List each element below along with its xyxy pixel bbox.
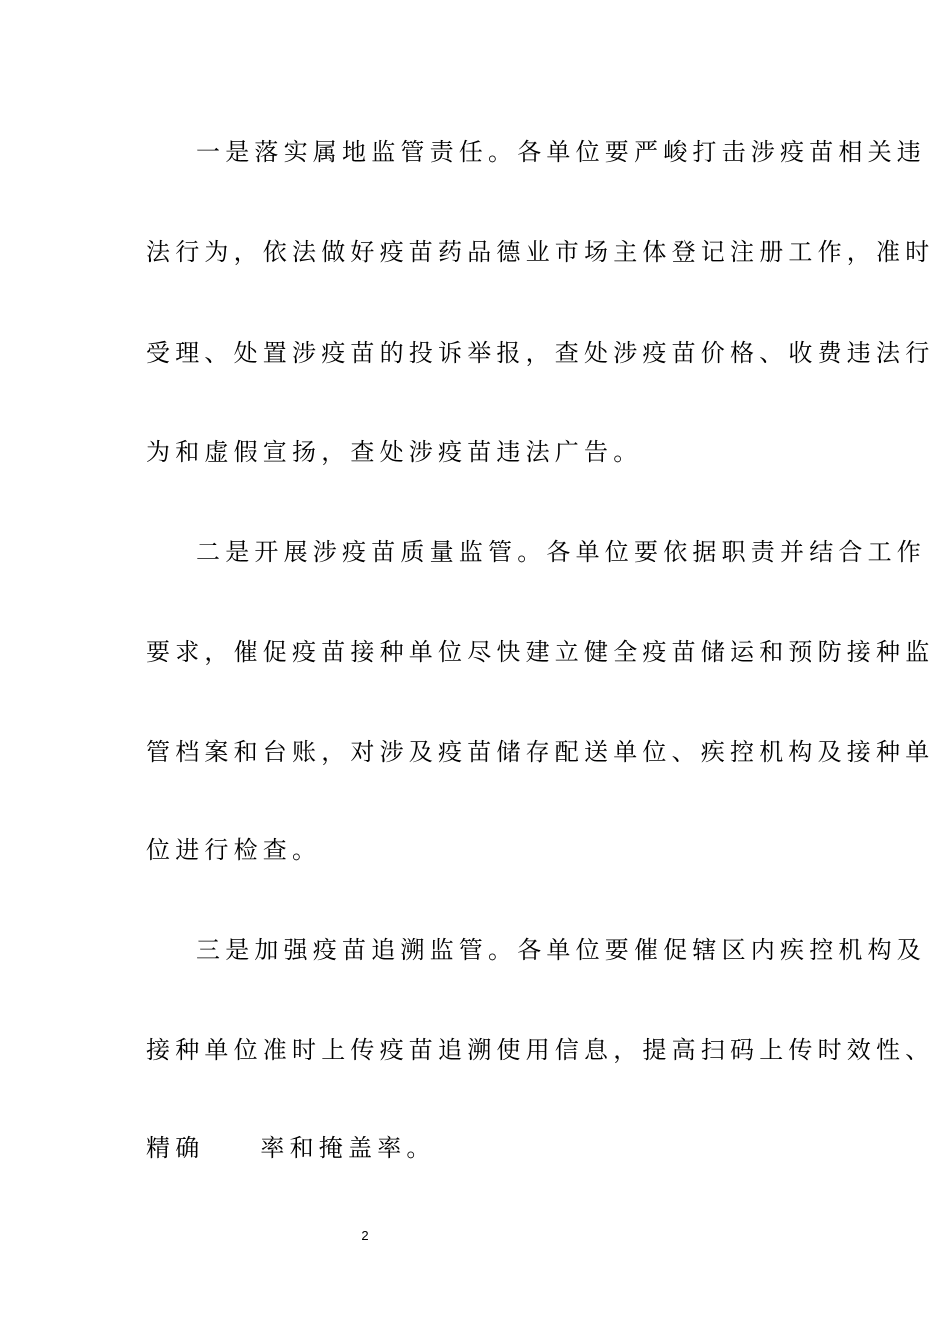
paragraph-1-line-3: 受理、处置涉疫苗的投诉举报，查处涉疫苗价格、收费违法行	[146, 339, 935, 367]
paragraph-2-line-3: 管档案和台账，对涉及疫苗储存配送单位、疾控机构及接种单	[146, 738, 935, 766]
page-number: 2	[361, 1228, 369, 1243]
paragraph-1-line-4: 为和虚假宣扬，查处涉疫苗违法广告。	[146, 438, 643, 466]
paragraph-3-line-3-part-1: 精确	[146, 1134, 205, 1162]
paragraph-3-line-3-part-2: 率和掩盖率。	[260, 1134, 436, 1162]
paragraph-1-line-2: 法行为，依法做好疫苗药品德业市场主体登记注册工作，准时	[146, 238, 935, 266]
paragraph-2-line-2: 要求，催促疫苗接种单位尽快建立健全疫苗储运和预防接种监	[146, 638, 935, 666]
paragraph-2-line-1: 二是开展涉疫苗质量监管。各单位要依据职责并结合工作	[196, 538, 926, 566]
paragraph-3-line-3	[146, 1132, 806, 1164]
paragraph-3-line-2: 接种单位准时上传疫苗追溯使用信息，提高扫码上传时效性、	[146, 1036, 935, 1064]
paragraph-3-line-1: 三是加强疫苗追溯监管。各单位要催促辖区内疾控机构及	[196, 936, 926, 964]
paragraph-2-line-4: 位进行检查。	[146, 836, 322, 864]
paragraph-1-line-1: 一是落实属地监管责任。各单位要严峻打击涉疫苗相关违	[196, 138, 926, 166]
